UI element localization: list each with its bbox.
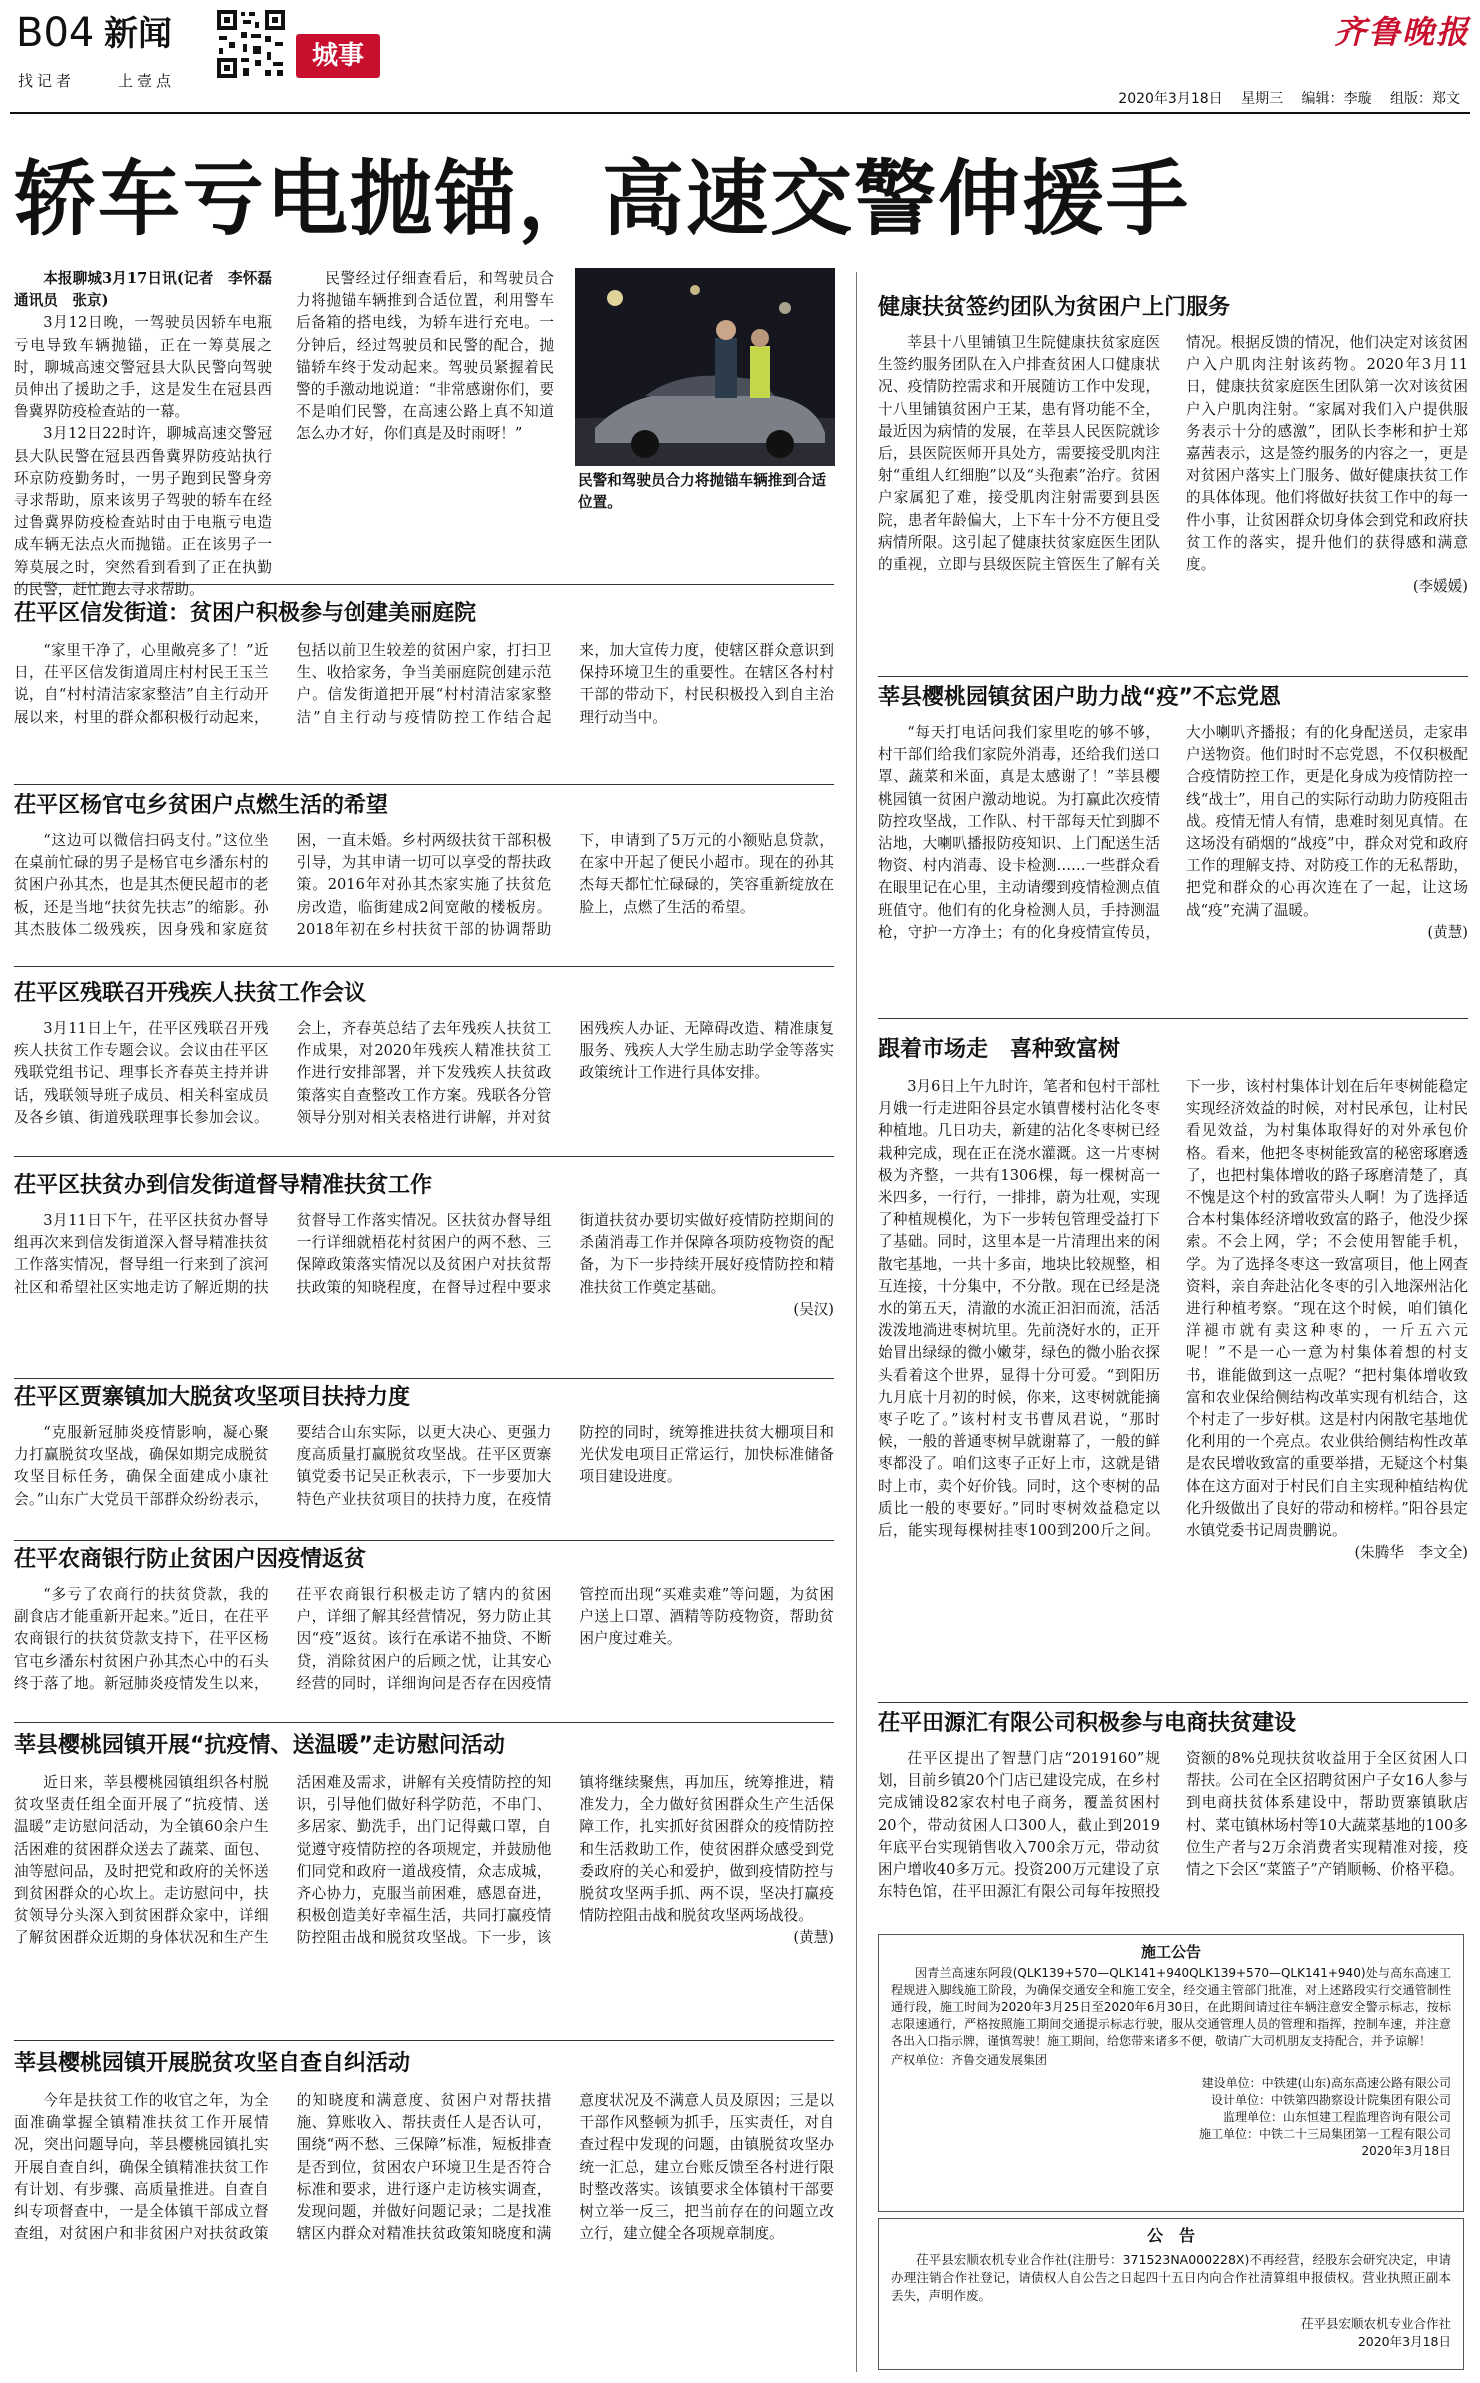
article-byline: (李媛媛) — [1412, 578, 1468, 596]
article-body — [14, 1584, 834, 1716]
page-code: B04 — [16, 10, 95, 56]
lead-story-col-1 — [14, 268, 287, 598]
article-body — [878, 722, 1468, 1012]
article-text: “克服新冠肺炎疫情影响，凝心聚力打赢脱贫攻坚战，确保如期完成脱贫攻坚目标任务，确保全面建成小康社会。”山东广大党员干部群众纷纷表示，要结合山东实际，以更大决心、更强力度高质量打赢脱贫攻坚战。茌平区贾寨镇党委书记吴正秋表示，下一步要加大特色产业扶贫项目的扶持力度，在疫情防控的同时，统筹推进扶贫大棚项目和光伏发电项目正常运行，加快标准储备项目建设进度。 — [14, 1424, 834, 1508]
article-text: “家里干净了，心里敞亮多了！”近日，茌平区信发街道周庄村村民王玉兰说，自“村村清洁家家整洁”自主行动开展以来，村里的群众都积极行动起来，包括以前卫生较差的贫困户家，打扫卫生、收拾家务，争当美丽庭院创建示范户。信发街道把开展“村村清洁家家整洁”自主行动与疫情防控工作结合起来，加大宣传力度，使辖区群众意识到保持环境卫生的重要性。在辖区各村村干部的带动下，村民积极投入到自主治理行动当中。 — [14, 642, 834, 726]
article-body — [878, 332, 1468, 670]
designer: 组版：郑文 — [1390, 91, 1460, 107]
divider — [878, 1018, 1468, 1019]
article-byline: (黄慧) — [1427, 923, 1468, 941]
brand-logo: 齐鲁晚报 — [1334, 13, 1471, 51]
notice-signer: 茌平县宏顺农机专业合作社 — [1300, 2316, 1451, 2331]
article-body — [14, 1210, 834, 1370]
article-text: 近日来，莘县樱桃园镇组织各村脱贫攻坚责任组全面开展了“抗疫情、送温暖”走访慰问活动，为全镇60余户生活困难的贫困群众送去了蔬菜、面包、油等慰问品，及时把党和政府的关怀送到贫困群众的心坎上。走访慰问中，扶贫领导分头深入到贫困群众家中，详细了解贫困群众近期的身体状况和生产生活困难及需求，讲解有关疫情防控的知识，引导他们做好科学防范，不串门、多居家、勤洗手，出门记得戴口罩，自觉遵守疫情防控的各项规定，并鼓励他们同党和政府一道战疫情，众志成城，齐心协力，克服当前困难，感恩奋进，积极创造美好幸福生活，共同打赢疫情防控阻击战和脱贫攻坚战。下一步，该镇将继续聚焦，再加压，统筹推进，精准发力，全力做好贫困群众生产生活保障工作，扎实抓好贫困群众的疫情防控和生活救助工作，使贫困群众感受到党委政府的关心和爱护，做到疫情防控与脱贫攻坚两手抓、两不误，坚决打赢疫情防控阻击战和脱贫攻坚两场战役。 — [14, 1774, 834, 1947]
article-body — [14, 1422, 834, 1554]
article-body — [14, 640, 834, 782]
night-road-photo-icon — [575, 268, 835, 466]
slogan-left: 找记者 — [18, 72, 76, 90]
article-text: 3月6日上午九时许，笔者和包村干部杜月娥一行走进阳谷县定水镇曹楼村沾化冬枣种植地。几日功夫，新建的沾化冬枣树已经栽种完成，现在正在浇水灌溉。这一片枣树极为齐整，一共有1306棵，每一棵树高一米四多，一行行，一排排，蔚为壮观，实现了种植规模化，为下一步转包管理受益打下了基础。同时，这里本是一片清理出来的闲散宅基地，一共十多亩，地块比较规整，相互连接，十分集中，不分散。现在已经是浇水的第五天，清澈的水流正汩汩而流，活活泼泼地淌进枣树坑里。先前浇好水的，正开始冒出绿绿的微小嫩芽，绿色的微小胎衣探头看着这个世界，显得十分可爱。“到阳历九月底十月初的时候，你来，这枣树就能摘枣子吃了。”该村村支书曹凤君说，“那时候，一般的普通枣树早就谢幕了，一般的鲜枣都没了。咱们这枣子正好上市，这就是错时上市，卖个好价钱。同时，这个枣树的品质比一般的枣要好。”同时枣树效益稳定以后，能实现每棵树挂枣100到200斤之间。下一步，该村村集体计划在后年枣树能稳定实现经济效益的时候，对村民承包，让村民看见效益，为村集体取得好的对外承包价格。看来，他把冬枣树能致富的秘密琢磨透了，也把村集体增收的路子琢磨清楚了，真不愧是这个村的致富带头人啊！为了选择适合本村集体经济增收致富的路子，他没少探索。不会上网，学；不会使用智能手机，学。为了选择冬枣这一致富项目，他上网查资料，亲自奔赴沾化冬枣的引入地深州沾化进行种植考察。“现在这个时候，咱们镇化洋褪市就有卖这种枣的，一斤五六元呢！”不是一心一意为村集体着想的村支书，谁能做到这一点呢？“把村集体增收致富和农业保给侧结构改革实现有机结合，这个村走了一步好棋。这是村内闲散宅基地优化利用的一个亮点。农业供给侧结构性改革是农民增收致富的重要举措，无疑这个村集体在这方面对于村民们自主实现种植结构优化升级做出了良好的带动和榜样。”阳谷县定水镇党委书记周贵鹏说。 — [878, 1078, 1468, 1540]
issue-date: 2020年3月18日 — [1118, 91, 1223, 107]
notice-unit: 施工单位：中铁二十三局集团第一工程有限公司 — [1198, 2127, 1451, 2141]
page-headline: 轿车亏电抛锚，高速交警伸援手 — [14, 152, 1191, 247]
article-byline: (黄慧) — [793, 1929, 834, 1947]
article-title: 莘县樱桃园镇开展“抗疫情、送温暖”走访慰问活动 — [14, 1733, 505, 1758]
slogan-right: 上壹点 — [118, 72, 176, 90]
lead-photo — [575, 268, 835, 466]
page-info — [1080, 90, 1460, 108]
article-body — [878, 1076, 1468, 1698]
divider — [14, 1156, 834, 1157]
article-byline: (吴汉) — [793, 1300, 834, 1318]
divider — [14, 1540, 834, 1541]
article-text: 3月11日下午，茌平区扶贫办督导组再次来到信发街道深入督导精准扶贫工作落实情况，督导组一行来到了滨河社区和希望社区实地走访了解近期的扶贫督导工作落实情况。区扶贫办督导组一行详细就梧花村贫困户的两不愁、三保障政策落实情况以及贫困户对扶贫帮扶政策的知晓程度，在督导过程中要求街道扶贫办要切实做好疫情防控期间的杀菌消毒工作并保障各项防疫物资的配备，为下一步持续开展好疫情防控和精准扶贫工作奠定基础。 — [14, 1212, 834, 1296]
lead-paragraph: 3月12日晚，一驾驶员因轿车电瓶亏电导致车辆抛锚，正在一筹莫展之时，聊城高速交警冠县大队民警向驾驶员伸出了援助之手，这是发生在冠县西鲁冀界防疫检查站的一幕。 — [14, 314, 272, 421]
divider — [14, 584, 834, 585]
article-byline: (朱腾华 李文全) — [1354, 1544, 1468, 1562]
article-body — [14, 2090, 834, 2376]
article-title: 健康扶贫签约团队为贫困户上门服务 — [878, 295, 1231, 320]
article-title: 莘县樱桃园镇贫困户助力战“疫”不忘党恩 — [878, 685, 1281, 710]
article-text: “这边可以微信扫码支付。”这位坐在桌前忙碌的男子是杨官屯乡潘东村的贫困户孙其杰，也是其杰便民超市的老板，还是当地“扶贫先扶志”的缩影。孙其杰肢体二级残疾，因身残和家庭贫困，一直未婚。乡村两级扶贫干部积极引导，为其申请一切可以享受的帮扶政策。2016年对孙其杰家实施了扶贫危房改造，临街建成2间宽敞的楼板房。2018年初在乡村扶贫干部的协调帮助下，申请到了5万元的小额贴息贷款，在家中开起了便民小超市。现在的孙其杰每天都忙忙碌碌的，笑容重新绽放在脸上，点燃了生活的希望。 — [14, 832, 834, 938]
divider — [14, 2040, 834, 2041]
channel-label: 城事 — [311, 41, 364, 71]
article-text: 3月11日上午，茌平区残联召开残疾人扶贫工作专题会议。会议由茌平区残联党组书记、理事长齐春英主持并讲话，残联领导班子成员、相关科室成员及各乡镇、街道残联理事长参加会议。会上，齐春英总结了去年残疾人扶贫工作成果，对2020年残疾人精准扶贫工作进行安排部署，并下发残疾人扶贫政策落实自查整改工作方案。残联各分管领导分别对相关表格进行讲解，并对贫困残疾人办证、无障碍改造、精准康复服务、残疾人大学生励志助学金等落实政策统计工作进行具体安排。 — [14, 1020, 834, 1126]
lead-paragraph: 3月12日22时许，聊城高速交警冠县大队民警在冠县西鲁冀界防疫站执行环京防疫勤务时，一男子跑到民警身旁寻求帮助，原来该男子驾驶的轿车在经过鲁冀界防疫检查站时由于电瓶亏电造成车辆无法点火而抛锚。正在该男子一筹莫展之时，突然看到看到了正在执勤的民警，赶忙跑去寻求帮助。 — [14, 425, 272, 598]
divider — [878, 676, 1468, 677]
divider — [14, 784, 834, 785]
divider — [878, 1702, 1468, 1703]
article-text: “多亏了农商行的扶贫贷款，我的副食店才能重新开起来。”近日，在茌平农商银行的扶贫贷款支持下，茌平区杨官屯乡潘东村贫困户孙其杰心中的石头终于落了地。新冠肺炎疫情发生以来，茌平农商银行积极走访了辖内的贫困户，详细了解其经营情况，努力防止其因“疫”返贫。该行在承诺不抽贷、不断贷，消除贫困户的后顾之忧，让其安心经营的同时，详细询问是否存在因疫情管控而出现“买难卖难”等问题，为贫困户送上口罩、酒精等防疫物资，帮助贫困户度过难关。 — [14, 1586, 834, 1692]
lead-story-col-2 — [296, 268, 554, 578]
article-body — [14, 1772, 834, 2036]
issue-weekday: 星期三 — [1241, 91, 1284, 107]
divider — [14, 1722, 834, 1723]
editor: 编辑：李璇 — [1301, 91, 1372, 107]
notice-unit: 建设单位：中铁建(山东)高东高速公路有限公司 — [1201, 2076, 1451, 2090]
lead-photo-caption: 民警和驾驶员合力将抛锚车辆推到合适位置。 — [578, 472, 827, 511]
lead-paragraph: 民警经过仔细查看后，和驾驶员合力将抛锚车辆推到合适位置，利用警车后备箱的搭电线，为轿车进行充电。一分钟后，经过驾驶员和民警的配合，抛锚轿车终于发动起来。驾驶员紧握着民警的手激动地说道：“非常感谢你们，要不是咱们民警，在高速公路上真不知道怎么办才好，你们真是及时雨呀！” — [296, 270, 554, 443]
article-body — [14, 830, 834, 962]
notice-unit: 设计单位：中铁第四勘察设计院集团有限公司 — [1210, 2093, 1451, 2107]
article-title: 茌平区扶贫办到信发街道督导精准扶贫工作 — [14, 1173, 433, 1198]
lead-byline: 本报聊城3月17日讯(记者 李怀磊 通讯员 张京) — [14, 270, 287, 310]
notice-body: 因青兰高速东阿段(QLK139+570—QLK141+940QLK139+570—QLK141+940)处与高东高速工程规进入脚线施工阶段，为确保交通安全和施工安全，经交通主管部门批准，对上述路段实行交通管制性通行段，施工时间为2020年3月25日至2020年6月30日，在此期间请过往车辆注意安全警示标志，按标志限速通行，严格按照施工期间交通提示标志行驶，服从交通管理人员的管理和指挥，控制车速，并注意各出入口指示牌，谨慎驾驶！施工期间，给您带来诸多不便，敬请广大司机朋友支持配合，并予谅解！ — [891, 1966, 1451, 2048]
article-title: 跟着市场走 喜种致富树 — [878, 1037, 1121, 1062]
article-text: 莘县十八里铺镇卫生院健康扶贫家庭医生签约服务团队在入户排查贫困人口健康状况、疫情防控需求和开展随访工作中发现，十八里铺镇贫困户王某，患有肾功能不全，最近因为病情的发展，在莘县人民医院就诊后，县医院医师开具处方，需要接受肌肉注射“重组人红细胞”以及“头孢素”治疗。贫困户家属犯了难，接受肌肉注射需要到县医院，患者年龄偏大，上下车十分不方便且受病情所限。这引起了健康扶贫家庭医生团队的重视，立即与县级医院主管医生了解有关情况。根据反馈的情况，他们决定对该贫困户入户肌肉注射该药物。2020年3月11日，健康扶贫家庭医生团队第一次对该贫困户入户肌肉注射。“家属对我们入户提供服务表示十分的感激”，团队长李彬和护士郑嘉茜表示，这是签约服务的内容之一，更是对贫困户落实上门服务、做好健康扶贫工作的具体体现。他们将做好扶贫工作中的每一件小事，让贫困群众切身体会到党和政府扶贫工作的落实，提升他们的获得感和满意度。 — [878, 334, 1468, 574]
article-title: 茌平田源汇有限公司积极参与电商扶贫建设 — [878, 1711, 1297, 1736]
article-text: 茌平区提出了智慧门店“2019160”规划，目前乡镇20个门店已建设完成，在乡村完成铺设82家农村电子商务，覆盖贫困村20个，带动贫困人口300人，截止到2019年底平台实现销售收入700余万元，带动贫困户增收40多万元。投资200万元建设了京东特色馆，茌平田源汇有限公司每年按照投资额的8%兑现扶贫收益用于全区贫困人口帮扶。公司在全区招聘贫困户子女16人参与到电商扶贫体系建设中，帮助贾寨镇耿店村、菜屯镇林场村等10大蔬菜基地的100多位生产者与2万余消费者实现精准对接，疫情之下会区“菜篮子”产销顺畅、价格平稳。 — [878, 1750, 1468, 1901]
notice-unit: 监理单位：山东恒建工程监理咨询有限公司 — [1222, 2110, 1451, 2124]
qr-code-icon — [215, 8, 287, 80]
notice-body: 茌平县宏顺农机专业合作社(注册号：371523NA000228X)不再经营，经股东会研究决定，申请办理注销合作社登记，请债权人自公告之日起四十五日内向合作社清算组申报债权。营业执照正副本丢失，声明作废。 — [891, 2252, 1451, 2303]
masthead-rule — [10, 112, 1470, 114]
public-notice — [878, 2218, 1464, 2370]
article-body — [14, 1018, 834, 1150]
divider — [14, 966, 834, 967]
article-title: 茌平区信发街道：贫困户积极参与创建美丽庭院 — [14, 601, 477, 626]
notice-date: 2020年3月18日 — [1357, 2334, 1451, 2349]
notice-title: 公 告 — [1146, 2226, 1195, 2245]
masthead — [0, 0, 1480, 107]
column-divider — [856, 272, 857, 2372]
divider — [14, 1378, 834, 1379]
construction-notice — [878, 1934, 1464, 2212]
notice-date: 2020年3月18日 — [1361, 2144, 1451, 2158]
notice-owner: 产权单位：齐鲁交通发展集团 — [891, 2053, 1048, 2067]
article-title: 茌平区残联召开残疾人扶贫工作会议 — [14, 981, 367, 1006]
article-title: 茌平区杨官屯乡贫困户点燃生活的希望 — [14, 793, 389, 818]
article-body — [878, 1748, 1468, 1924]
article-text: 今年是扶贫工作的收官之年，为全面准确掌握全镇精准扶贫工作开展情况，突出问题导向，莘县樱桃园镇扎实开展自查自纠，确保全镇精准扶贫工作有计划、有步骤、高质量推进。自查自纠专项督查中，一是全体镇干部成立督查组，对贫困户和非贫困户对扶贫政策的知晓度和满意度、贫困户对帮扶措施、算账收入、帮扶责任人是否认可，围绕“两不愁、三保障”标准，短板排查是否到位，贫困农户环境卫生是否符合标准和要求，进行逐户走访核实调查，发现问题，并做好问题记录；二是找准辖区内群众对精准扶贫政策知晓度和满意度状况及不满意人员及原因；三是以干部作风整顿为抓手，压实责任，对自查过程中发现的问题，由镇脱贫攻坚办统一汇总，建立台账反馈至各村进行限时整改落实。该镇要求全体镇村干部要树立举一反三，把当前存在的问题立改立行，建立健全各项规章制度。 — [14, 2092, 834, 2243]
notice-title: 施工公告 — [1140, 1943, 1201, 1961]
section-name: 新闻 — [104, 14, 172, 54]
article-title: 茌平区贾寨镇加大脱贫攻坚项目扶持力度 — [14, 1385, 411, 1410]
article-title: 莘县樱桃园镇开展脱贫攻坚自查自纠活动 — [14, 2051, 411, 2076]
article-title: 茌平农商银行防止贫困户因疫情返贫 — [14, 1547, 367, 1572]
article-text: “每天打电话问我们家里吃的够不够，村干部们给我们家院外消毒，还给我们送口罩、蔬菜和米面，真是太感谢了！”莘县樱桃园镇一贫困户激动地说。为打赢此次疫情防控攻坚战，工作队、村干部每天忙到脚不沾地，大喇叭播报防疫知识、上门配送生活物资、村内消毒、设卡检测……一些群众看在眼里记在心里，主动请缨到疫情检测点值班值守。他们有的化身检测人员，手持测温枪，守护一方净土；有的化身疫情宣传员，大小喇叭齐播报；有的化身配送员，走家串户送物资。他们时时不忘党恩，不仅积极配合疫情防控工作，更是化身成为疫情防控一线“战士”，用自己的实际行动助力防疫阻击战。疫情无情人有情，患难时刻见真情。在这场没有硝烟的“战疫”中，群众对党和政府工作的理解支持、对防疫工作的无私帮助，把党和群众的心再次连在了一起，让这场战“疫”充满了温暖。 — [878, 724, 1468, 941]
